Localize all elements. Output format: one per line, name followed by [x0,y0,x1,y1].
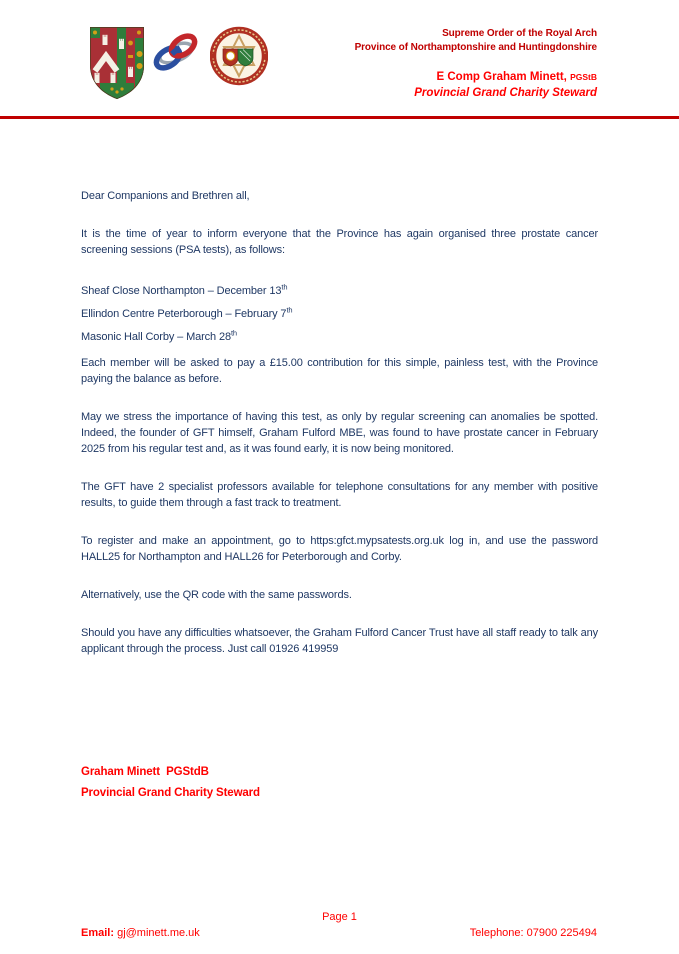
ordinal-suffix: th [230,328,237,338]
header-text-block [355,27,597,101]
officer-rank: PGStB [570,72,597,82]
venue-item [81,303,598,326]
officer-name-text: E Comp Graham Minett, [436,71,567,83]
header-divider-rule [0,116,679,119]
paragraph-importance: May we stress the importance of having this test, as only by regular screening can anomalies be spotted. Indeed, the founder of GFT himself, Graham Fulford MBE, was found to have prostate cancer in February 2025 from his regular test and, as it was found early, it is now being monitored. [81,411,598,455]
paragraph-difficulties: Should you have any difficulties whatsoever, the Graham Fulford Cancer Trust have all staff ready to talk any applicant through the process. Just call 01926 419959 [81,627,598,655]
footer-email [81,927,200,939]
venue-list [81,280,598,349]
paragraph-register: To register and make an appointment, go to https:gfct.mypsatests.org.uk log in, and use the password HALL25 for Northampton and HALL26 for Peterborough and Corby. [81,535,598,563]
signature-name: Graham Minett PGStdB [81,766,209,778]
venue-text: Masonic Hall Corby – March 28 [81,331,231,343]
coat-of-arms-logo [88,25,146,101]
venue-text: Sheaf Close Northampton – December 13 [81,285,282,297]
footer-telephone: Telephone: 07900 225494 [469,927,597,939]
province-name: Province of Northamptonshire and Huntingdonshire [354,42,597,53]
royal-arch-provincial-badge-logo [210,24,268,88]
email-label: Email: [81,927,115,939]
officer-title: Provincial Grand Charity Steward [414,87,597,99]
chain-links-logo [152,32,200,74]
salutation: Dear Companions and Brethren all, [81,190,250,202]
venue-text: Ellindon Centre Peterborough – February 7 [81,308,287,320]
officer-name [355,69,597,85]
ordinal-suffix: th [281,282,288,292]
paragraph-qr-code: Alternatively, use the QR code with the same passwords. [81,589,352,601]
paragraph-gft-professors: The GFT have 2 specialist professors available for telephone consultations for any member with positive results, to guide them through a fast track to treatment. [81,481,598,509]
letter-body [81,120,598,804]
venue-item [81,326,598,349]
org-name: Supreme Order of the Royal Arch [442,28,597,39]
signature-block [81,762,598,804]
page-number: Page 1 [322,911,357,923]
ordinal-suffix: th [286,305,293,315]
paragraph-contribution: Each member will be asked to pay a £15.00 contribution for this simple, painless test, with the Province paying the balance as before. [81,357,598,385]
email-value: gj@minett.me.uk [117,927,200,939]
paragraph-intro: It is the time of year to inform everyone that the Province has again organised three prostate cancer screening sessions (PSA tests), as follows: [81,228,598,256]
venue-item [81,280,598,303]
signature-title: Provincial Grand Charity Steward [81,787,260,799]
